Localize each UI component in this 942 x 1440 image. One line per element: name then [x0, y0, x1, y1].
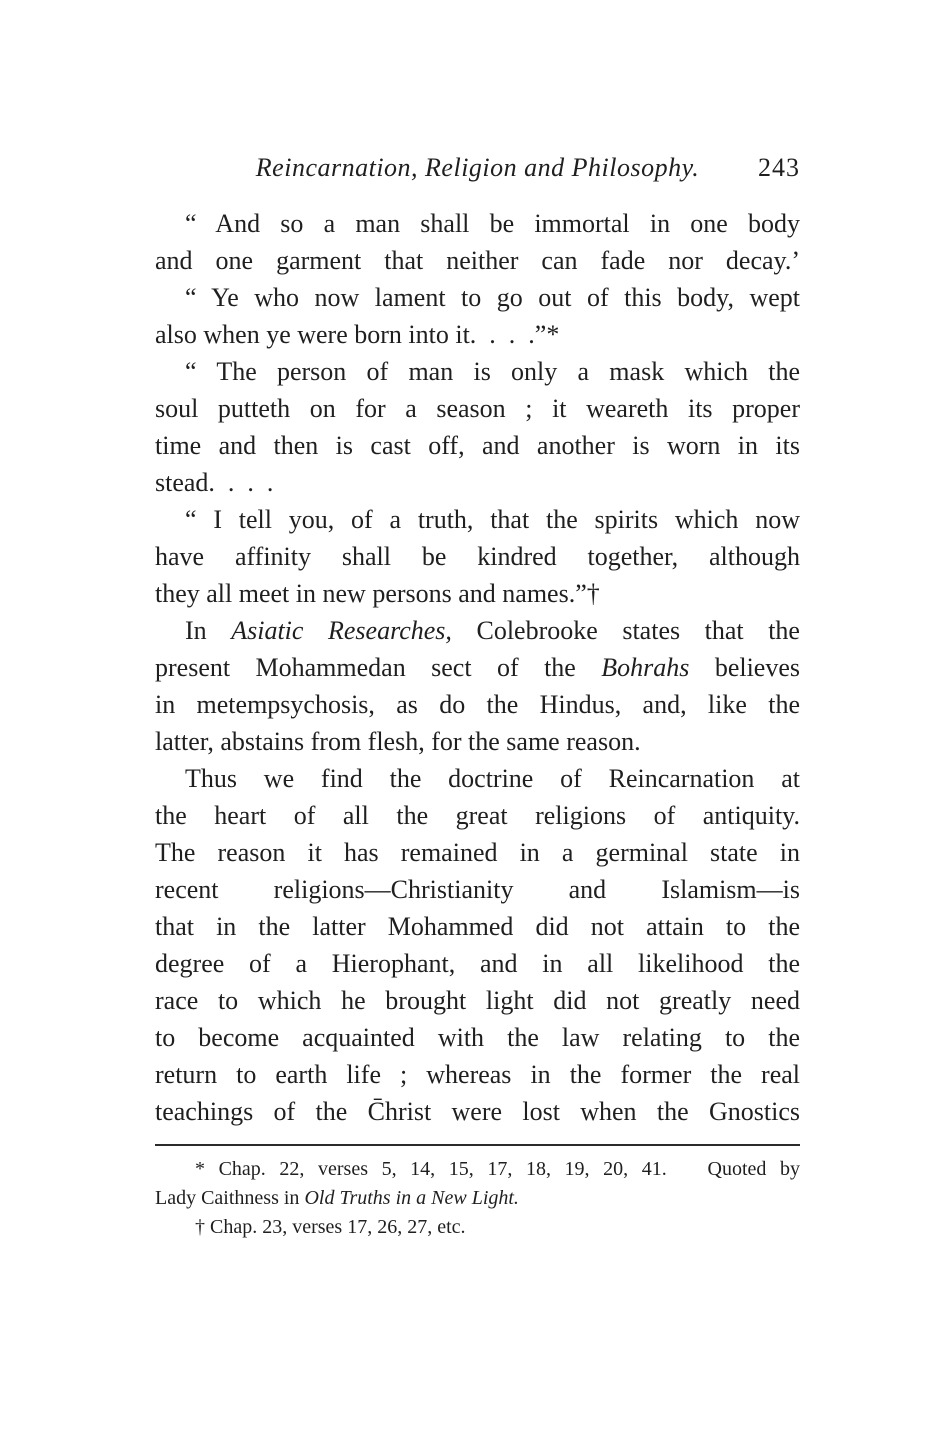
footnote-line: Lady Caithness in Old Truths in a New Light.: [155, 1187, 519, 1209]
body-line: teachings of the C̄hrist were lost when the Gnostics: [155, 1097, 800, 1126]
body-line: race to which he brought light did not greatly need: [155, 986, 800, 1015]
body-line: recent religions—Christianity and Islamism—is: [155, 875, 800, 904]
body-line: return to earth life ; whereas in the former the real: [155, 1060, 800, 1089]
body-line: “ And so a man shall be immortal in one body: [185, 209, 800, 238]
footnote-divider: [155, 1144, 800, 1146]
running-head-title: Reincarnation, Religion and Philosophy.: [255, 153, 700, 182]
body-line: “ The person of man is only a mask which the: [185, 357, 800, 386]
body-line: time and then is cast off, and another is worn in its: [155, 431, 800, 460]
body-line: that in the latter Mohammed did not attain to the: [155, 912, 800, 941]
body-line: “ I tell you, of a truth, that the spirits which now: [185, 505, 800, 534]
footnote-line: * Chap. 22, verses 5, 14, 15, 17, 18, 19, 20, 41. Quoted by: [195, 1158, 800, 1180]
footnotes: [155, 1155, 800, 1242]
body-line: also when ye were born into it. . . .”*: [155, 320, 560, 349]
body-line: in metempsychosis, as do the Hindus, and, like the: [155, 690, 800, 719]
page-number: 243: [758, 153, 800, 182]
body-line: the heart of all the great religions of antiquity.: [155, 801, 800, 830]
body-line: “ Ye who now lament to go out of this body, wept: [185, 283, 800, 312]
body-line: and one garment that neither can fade nor decay.’: [155, 246, 800, 275]
body-line: to become acquainted with the law relating to the: [155, 1023, 800, 1052]
body-line: present Mohammedan sect of the Bohrahs believes: [155, 653, 801, 682]
body-line: they all meet in new persons and names.”†: [155, 579, 600, 608]
body-line: The reason it has remained in a germinal state in: [155, 838, 800, 867]
footnote-line: † Chap. 23, verses 17, 26, 27, etc.: [195, 1216, 466, 1238]
body-line: stead. . . .: [155, 468, 274, 497]
running-head: [155, 150, 800, 186]
body-line: soul putteth on for a season ; it weareth its proper: [155, 394, 800, 423]
body-line: Thus we find the doctrine of Reincarnation at: [185, 764, 800, 793]
body-line: latter, abstains from flesh, for the same reason.: [155, 727, 641, 756]
body-line: degree of a Hierophant, and in all likelihood the: [155, 949, 800, 978]
body-text: [155, 205, 800, 1130]
body-line: In Asiatic Researches, Colebrooke states that the: [185, 616, 800, 645]
body-line: have affinity shall be kindred together, although: [155, 542, 800, 571]
